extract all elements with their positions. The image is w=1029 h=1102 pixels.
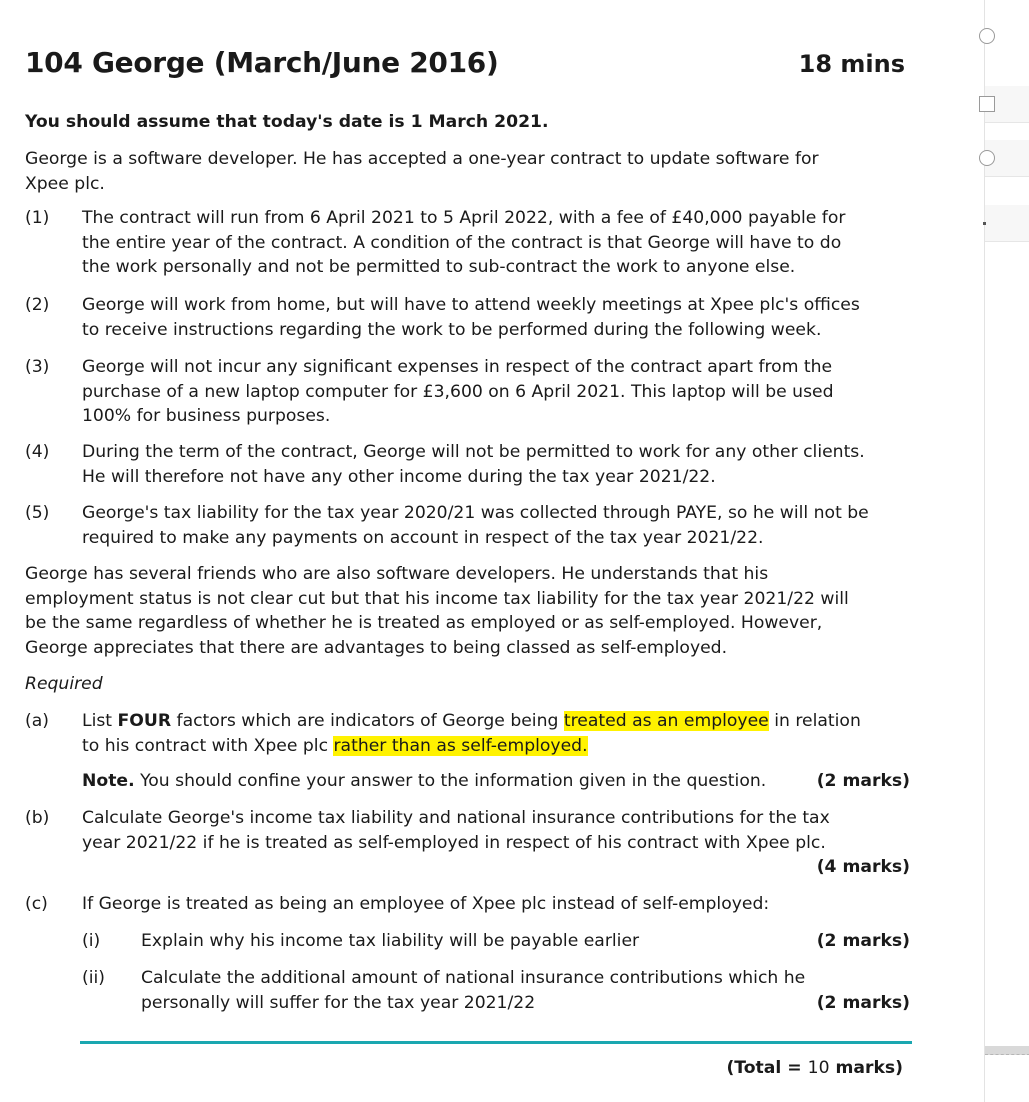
subpart-number: (i)	[82, 931, 101, 951]
question-duration: 18 mins	[798, 50, 905, 78]
fact-number: (5)	[25, 503, 50, 523]
total-marks	[726, 1058, 903, 1078]
intro-line: Xpee plc.	[25, 173, 105, 194]
horizontal-scrollbar[interactable]	[985, 1046, 1029, 1055]
side-toolbar	[984, 0, 1029, 1102]
text-run: in relation	[768, 711, 861, 731]
highlighted-text[interactable]: treated as an employee	[563, 711, 769, 731]
part-number: (b)	[25, 808, 50, 828]
marks-label: (2 marks)	[816, 931, 910, 951]
context-paragraph	[25, 562, 910, 660]
fact-line: to receive instructions regarding the work to be performed during the following week.	[82, 319, 822, 340]
text-run: to his contract with Xpee plc	[82, 735, 334, 756]
fact-line: George will work from home, but will have to attend weekly meetings at Xpee plc's offices	[82, 295, 860, 315]
part-line: If George is treated as being an employee of Xpee plc instead of self-employed:	[82, 894, 770, 914]
text-run: List	[82, 711, 118, 731]
fact-line: The contract will run from 6 April 2021 to 5 April 2022, with a fee of £40,000 payable for	[82, 208, 846, 228]
fact-line: the entire year of the contract. A condition of the contract is that George will have to do	[82, 232, 842, 253]
fact-line: purchase of a new laptop computer for £3,600 on 6 April 2021. This laptop will be used	[82, 381, 834, 402]
part-a-line-2	[82, 734, 910, 759]
fact-line: George will not incur any significant expenses in respect of the contract apart from the	[82, 357, 833, 377]
highlighted-text[interactable]: rather than as self-employed.	[333, 735, 588, 756]
context-line: George appreciates that there are advantages to being classed as self-employed.	[25, 637, 728, 658]
total-open: (Total =	[726, 1058, 808, 1078]
fact-line: He will therefore not have any other income during the tax year 2021/22.	[82, 466, 716, 487]
fact-number: (1)	[25, 208, 50, 228]
marks-label: (2 marks)	[816, 992, 910, 1013]
zoom-in-icon	[979, 150, 995, 166]
subpart-line: Explain why his income tax liability will be payable earlier	[141, 931, 640, 951]
fact-line: George's tax liability for the tax year 2020/21 was collected through PAYE, so he will not be	[82, 503, 869, 523]
note-label: Note.	[82, 771, 135, 791]
more-icon	[983, 222, 986, 225]
intro-paragraph	[25, 147, 910, 196]
zoom-icon[interactable]	[979, 28, 995, 44]
context-line: George has several friends who are also software developers. He understands that his	[25, 564, 769, 584]
subpart-line: personally will suffer for the tax year 2021/22	[141, 992, 536, 1013]
section-divider	[80, 1041, 912, 1044]
toolbar-button[interactable]	[985, 140, 1029, 177]
total-close: marks)	[829, 1058, 903, 1078]
context-line: employment status is not clear cut but that his income tax liability for the tax year 2021/22 will	[25, 588, 849, 609]
intro-line: George is a software developer. He has accepted a one-year contract to update software for	[25, 149, 819, 169]
question-title: 104 George (March/June 2016)	[25, 46, 499, 79]
part-line: Calculate George's income tax liability and national insurance contributions for the tax	[82, 808, 830, 828]
fact-line: 100% for business purposes.	[82, 406, 331, 426]
subpart-number: (ii)	[82, 968, 105, 988]
marks-label: (2 marks)	[816, 771, 910, 791]
part-line: year 2021/22 if he is treated as self-employed in respect of his contract with Xpee plc.	[82, 832, 826, 853]
emphasis-text: FOUR	[117, 711, 172, 731]
part-number: (a)	[25, 711, 49, 731]
fact-line: During the term of the contract, George will not be permitted to work for any other clients.	[82, 442, 865, 462]
total-value: 10	[807, 1058, 830, 1078]
marks-label: (4 marks)	[816, 857, 910, 877]
part-a-line-1	[82, 709, 910, 734]
toolbar-button[interactable]	[985, 205, 1029, 242]
fact-line: required to make any payments on account in respect of the tax year 2021/22.	[82, 527, 764, 548]
part-number: (c)	[25, 894, 48, 914]
toolbar-button[interactable]	[985, 86, 1029, 123]
subpart-line: Calculate the additional amount of national insurance contributions which he	[141, 968, 806, 988]
fact-number: (2)	[25, 295, 50, 315]
required-heading: Required	[25, 674, 103, 694]
fact-number: (3)	[25, 357, 50, 377]
fact-line: the work personally and not be permitted to sub-contract the work to anyone else.	[82, 257, 796, 277]
fact-number: (4)	[25, 442, 50, 462]
assumption-text: You should assume that today's date is 1 March 2021.	[25, 112, 549, 132]
note-text: You should confine your answer to the information given in the question.	[134, 771, 767, 791]
page-view-icon	[979, 96, 995, 112]
question-header	[25, 46, 905, 86]
text-run: factors which are indicators of George being	[171, 711, 564, 731]
context-line: be the same regardless of whether he is treated as employed or as self-employed. However,	[25, 613, 823, 633]
